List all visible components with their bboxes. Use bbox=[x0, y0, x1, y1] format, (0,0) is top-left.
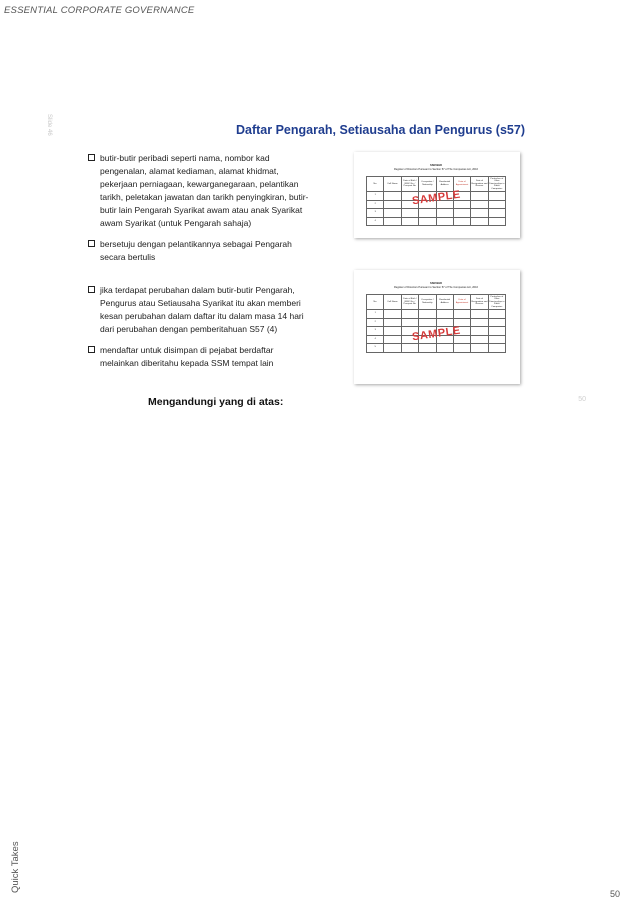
slide-watermark: Slide 46 bbox=[46, 114, 52, 136]
slide-image bbox=[38, 106, 600, 418]
form-row bbox=[367, 217, 506, 226]
sample-stamp: SAMPLE bbox=[411, 188, 462, 208]
checkbox-bullet-icon bbox=[88, 286, 95, 293]
bullet-item bbox=[88, 152, 314, 230]
register-form-sample-2 bbox=[354, 270, 520, 384]
checkbox-bullet-icon bbox=[88, 346, 95, 353]
form-header-cell: No. bbox=[367, 177, 384, 192]
form-row-number: 1 bbox=[367, 310, 384, 319]
form-header-cell: Occupation / Nationality bbox=[419, 295, 436, 310]
register-form-sample-1 bbox=[354, 152, 520, 238]
bullet-item bbox=[88, 284, 314, 336]
form-caption: Register of Directors Pursuant to Section 57 of The Companies Act, 2016 bbox=[393, 286, 478, 289]
bullet-text: butir-butir peribadi seperti nama, nombor kad pengenalan, alamat kediaman, alamat khidmat, pekerjaan perniagaan, kewarganegaraan, pelantikan tarikh, peletakan jawatan dan tarikh penyingkiran, butir-butir lain Pengarah Syarikat awam atau anak Syarikat awam Syarikat (untuk Pengarah sahaja) bbox=[100, 153, 309, 228]
form-caption: Register of Directors Pursuant to Section 57 of The Companies Act, 2016 bbox=[393, 168, 478, 171]
slide-title: Daftar Pengarah, Setiausaha dan Pengurus (s57) bbox=[236, 123, 525, 137]
form-row-number: 3 bbox=[367, 327, 384, 336]
form-code: SSM BHD bbox=[430, 164, 442, 167]
form-row-number: 5 bbox=[367, 344, 384, 353]
form-header-cell: Date of Birth / NRIC No. / Passport No. bbox=[401, 295, 418, 310]
running-header: ESSENTIAL CORPORATE GOVERNANCE bbox=[4, 5, 195, 16]
bullet-item bbox=[88, 238, 314, 264]
form-row bbox=[367, 209, 506, 218]
form-header-cell: Occupation / Nationality bbox=[419, 177, 436, 192]
bullet-item bbox=[88, 344, 314, 370]
form-header-cell: Full Name bbox=[384, 177, 401, 192]
form-row bbox=[367, 310, 506, 319]
page-number: 50 bbox=[609, 889, 620, 899]
form-header-cell: No. bbox=[367, 295, 384, 310]
form-row-number: 2 bbox=[367, 200, 384, 209]
form-code: SSM BHD bbox=[430, 282, 442, 285]
form-header-cell: Date of Birth / NRIC No. / Passport No. bbox=[401, 177, 418, 192]
form-row bbox=[367, 344, 506, 353]
form-header-cell: Date of Resignation and Reason bbox=[471, 177, 488, 192]
form-row bbox=[367, 318, 506, 327]
contains-caption: Mengandungi yang di atas: bbox=[148, 396, 284, 408]
checkbox-bullet-icon bbox=[88, 154, 95, 161]
sample-stamp: SAMPLE bbox=[411, 324, 462, 344]
form-header-cell: Particulars of Other Directorships in Public Companies bbox=[489, 177, 505, 190]
slide-page-number: 50 bbox=[578, 396, 586, 403]
bullet-list bbox=[88, 152, 314, 370]
bullet-text: bersetuju dengan pelantikannya sebagai Pengarah secara bertulis bbox=[100, 239, 292, 262]
form-row-number: 1 bbox=[367, 192, 384, 201]
form-row-number: 4 bbox=[367, 335, 384, 344]
form-row-number: 2 bbox=[367, 318, 384, 327]
form-header-cell: Date of Resignation and Reason bbox=[471, 295, 488, 310]
form-header-cell: Date of Appointment bbox=[453, 177, 470, 192]
form-header-cell: Residential Address bbox=[436, 295, 453, 310]
form-row-number: 3 bbox=[367, 209, 384, 218]
side-label: Quick Takes bbox=[10, 841, 21, 893]
form-header-cell: Residential Address bbox=[436, 177, 453, 192]
bullet-text: mendaftar untuk disimpan di pejabat berdaftar melainkan diberitahu kepada SSM tempat lain bbox=[100, 345, 274, 368]
checkbox-bullet-icon bbox=[88, 240, 95, 247]
bullet-text: jika terdapat perubahan dalam butir-butir Pengarah, Pengurus atau Setiausaha Syarikat itu akan memberi kesan perubahan dalam daftar itu dalam masa 14 hari dari perubahan dengan pemberitahuan S57 (4) bbox=[100, 285, 304, 334]
form-header-cell: Date of Appointment bbox=[453, 295, 470, 310]
form-row-number: 4 bbox=[367, 217, 384, 226]
form-table bbox=[366, 294, 506, 353]
form-header-cell: Particulars of Other Directorships in Public Companies bbox=[489, 295, 505, 308]
form-header-cell: Full Name bbox=[384, 295, 401, 310]
